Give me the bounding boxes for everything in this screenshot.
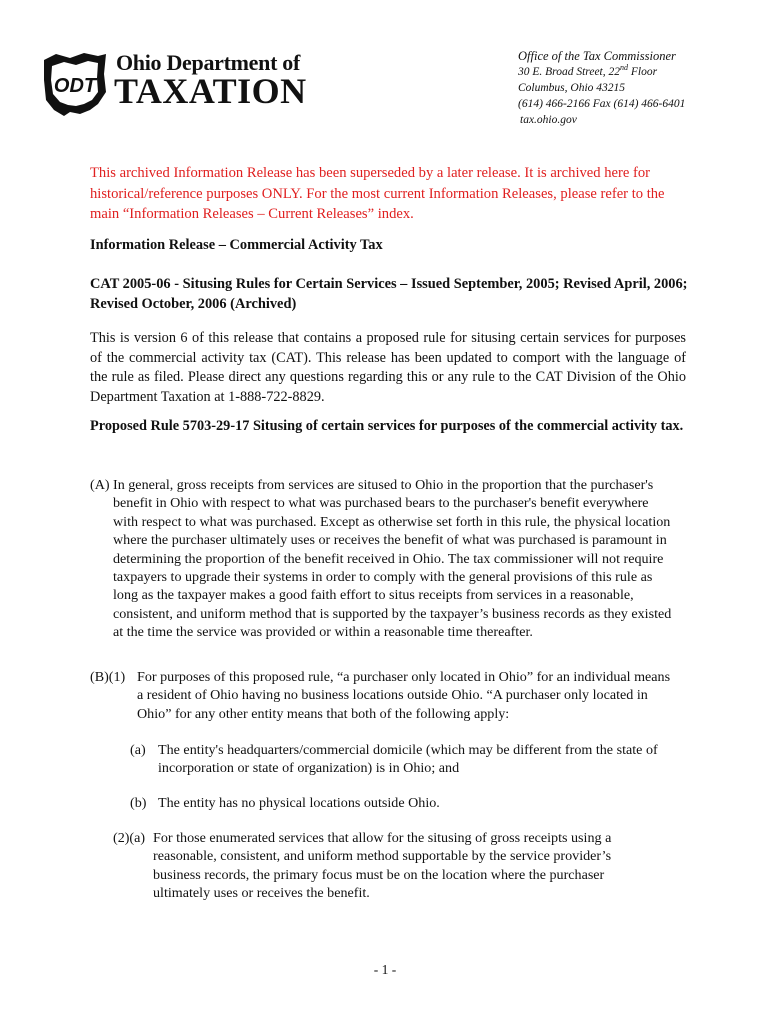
section-b1a-text: The entity's headquarters/commercial domicile (which may be different from the state of incorporation or state of organization) is in Ohio; and [158, 742, 658, 777]
ohio-state-outline-icon [40, 50, 112, 118]
section-b1-text: For purposes of this proposed rule, “a purchaser only located in Ohio” for an individual means a resident of Ohio having no business locations outside Ohio. “A purchaser only located in Ohio” for any other entity means that both of the following apply: [137, 669, 671, 722]
archived-notice: This archived Information Release has been superseded by a later release. It is archived here for historical/reference purposes ONLY. For the most current Information Releases, please refer to the main “Information Releases – Current Releases” index. [90, 165, 665, 222]
section-b1b [130, 794, 690, 812]
section-b1b-text: The entity has no physical locations outside Ohio. [158, 795, 440, 811]
office-street: 30 E. Broad Street, 22nd Floor [518, 63, 658, 78]
section-a-marker: (A) [90, 477, 110, 493]
section-b1a-marker: (a) [130, 742, 146, 758]
section-b1a [130, 741, 690, 778]
section-b2a-text: For those enumerated services that allow for the situsing of gross receipts using a reasonable, consistent, and uniform method supportable by the service provider’s business records, the primary focus must be on the location where the purchaser ultimately uses or receives the benefit. [153, 830, 612, 902]
office-title: Office of the Tax Commissioner [518, 49, 676, 63]
section-a-text: In general, gross receipts from services are sitused to Ohio in the proportion that the purchaser's benefit in Ohio with respect to what was purchased bears to the purchaser's benefit everywhere with respect to what was purchased. Except as otherwise set forth in this rule, the physical location where the purchaser ultimately uses or receives the benefit of what was purchased is paramount in determining the proportion of the benefit received in Ohio. The tax commissioner will not require taxpayers to upgrade their systems in order to comply with the general provisions of this rule as long as the taxpayer makes a good faith effort to situs receipts from services in a reasonable, consistent, and uniform method that is supported by the taxpayer’s business records as they existed at the time the service was provided or within a reasonable time thereafter. [113, 477, 672, 641]
ohio-taxation-logo [40, 50, 310, 120]
rule-title: Proposed Rule 5703-29-17 Situsing of certain services for purposes of the commercial activity tax. [90, 418, 684, 434]
logo-badge-text: ODT [53, 75, 97, 97]
intro-paragraph: This is version 6 of this release that contains a proposed rule for situsing certain services for purposes of the commercial activity tax (CAT). This release has been updated to comport with the language of the rule as filed. Please direct any questions regarding this or any rule to the CAT Division of the Ohio Department Taxation at 1-888-722-8829. [90, 330, 686, 405]
release-heading: Information Release – Commercial Activity Tax [90, 237, 383, 253]
logo-line-2: TAXATION [114, 71, 307, 111]
section-b2a-marker: (2)(a) [113, 830, 146, 846]
section-b1b-marker: (b) [130, 795, 147, 811]
section-b1 [90, 668, 690, 723]
page-number: - 1 - [373, 962, 397, 977]
office-phone: (614) 466-2166 Fax (614) 466-6401 [518, 98, 686, 110]
office-web: tax.ohio.gov [520, 114, 577, 126]
release-subheading: CAT 2005-06 - Situsing Rules for Certain Services – Issued September, 2005; Revised April, 2006; Revised October, 2006 (Archived) [90, 276, 688, 312]
logo-line-1: Ohio Department of [116, 50, 301, 75]
office-city: Columbus, Ohio 43215 [518, 82, 626, 94]
office-address-block [518, 48, 685, 128]
section-a [90, 476, 690, 642]
section-b2a [113, 829, 673, 903]
section-b1-marker: (B)(1) [90, 669, 126, 685]
